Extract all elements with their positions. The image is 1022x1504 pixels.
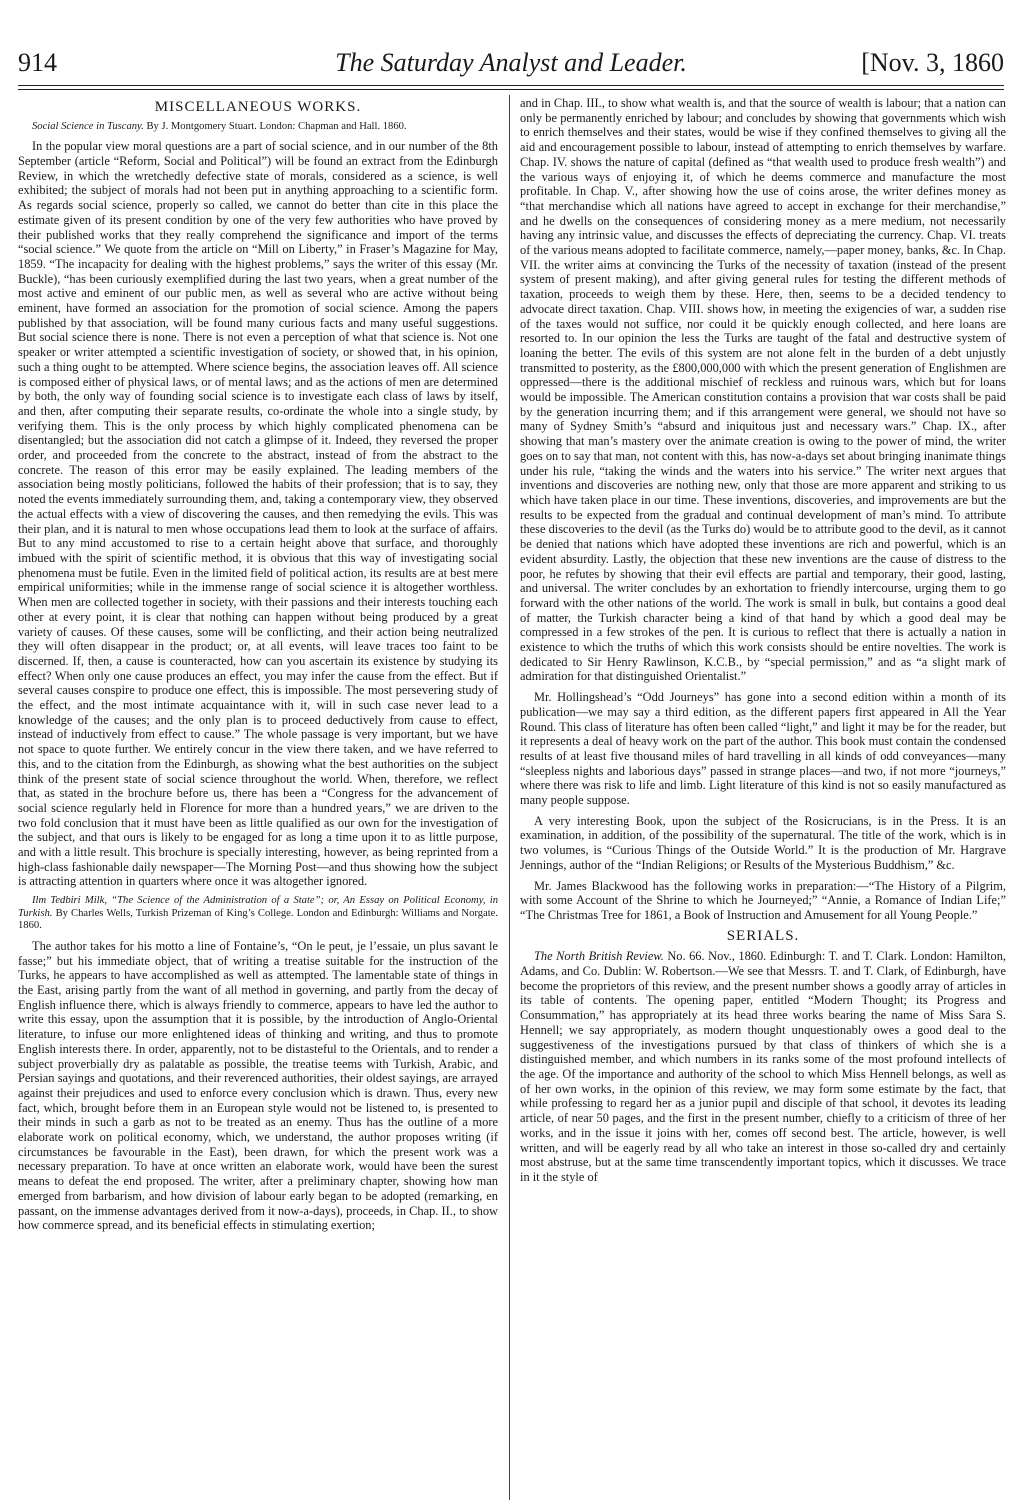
page-number: 914 xyxy=(18,48,57,77)
serials-heading: SERIALS. xyxy=(726,927,800,944)
page-header xyxy=(18,48,1004,88)
news-paragraph: A very interesting Book, upon the subject of the Rosicrucians, is in the Press. It is an examination, in addition, of the possibility of the supernatural. The title of the work, which is in two volumes, is “Curious Things of the Outside World.” It is the production of Mr. Hargrave Jennings, author of the “Indian Religions; or Results of the Mysterious Buddhism,” &c. xyxy=(520,813,1006,872)
review-paragraph: In the popular view moral questions are a part of social science, and in our number of the 8th September (article “Reform, Social and Political”) will be found an extract from the Edinburgh Review, in which the wretchedly defective state of morals, considered as a science, is well exhibited; the subject of morals had not been put in anything approaching to a scientific form. As regards social science, properly so called, we cannot do better than cite in this place the estimate given of its present condition by one of the very few authorities who have proved by their published works that they really comprehend the significance and import of the terms “social science.” We quote from the article on “Mill on Liberty,” in Fraser’s Magazine for May, 1859. “The incapacity for dealing with the highest problems,” says the writer of this essay (Mr. Buckle), “has been curiously exemplified during the last two years, when a great number of the most active and eminent of our public men, as well as several who are active without being eminent, have formed an association for the promotion of social science. Among the papers published by that association, will be found many curious facts and many useful suggestions. But social science there is none. There is not even a perception of what that science is. Not one speaker or writer attempted a scientific investigation of society, or showed that, in his opinion, such a thing ought to be attempted. Where science begins, the association leaves off. All science is composed either of physical laws, or of mental laws; and as the actions of men are determined by both, the only way of founding social science is to investigate each class of laws by itself, and then, after computing their separate results, co-ordinate the whole into a single study, by verifying them. This is the only process by which highly complicated phenomena can be disentangled; but the association did not catch a glimpse of it. Indeed, they reversed the proper order, and proceeded from the concrete to the abstract, instead of from the abstract to the concrete. The reason of this error may be easily explained. The leading members of the association being mostly politicians, followed the habits of their profession; that is to say, they noted the events immediately surrounding them, and, taking a contemporary view, they observed the actual effects with a view of discovering the causes, and then remedying the evils. This was their plan, and it is natural to men whose occupations lead them to look at the surface of affairs. But to any mind accustomed to rise to a certain height above that surface, and thoroughly imbued with the spirit of scientific method, it is obvious that this way of investigating social phenomena must be futile. Even in the limited field of political action, its results are at best mere empirical uniformities; while in the immense range of social science it is altogether worthless. When men are collected together in society, with their passions and their interests touching each other at every point, it is clear that nothing can happen without being produced by a great variety of causes. Of these causes, some will be conflicting, and their action being neutralized they will often disappear in the product; or, at all events, will leave traces too faint to be discerned. If, then, a cause is counteracted, how can you ascertain its existence by studying its effect? When only one cause produces an effect, you may infer the cause from the effect. But if several causes conspire to produce one effect, this is impossible. The most persevering study of the effect, and the most intimate acquaintance with it, will in such case never lead to a knowledge of the causes; and the only plan is to proceed deductively from cause to effect, instead of inductively from effect to cause.” The whole passage is very important, but we have not space to quote further. We entirely concur in the view there taken, and we have referred to this, and to the citation from the Edinburgh, as showing what the best authorities on the subject think of the present state of social science throughout the world. When, therefore, we reflect that, as stated in the brochure before us, there has been a “Congress for the advancement of social science regularly held in Florence for more than a hundred years,” we are driven to the two fold conclusion that it must have been as little qualified as our own for the investigation of the subject, and that ours is likely to be engaged for as long a time upon it to as little purpose, and with a little result. This brochure is specially interesting, however, as being reprinted from a high-class fashionable daily newspaper—The Morning Post—and thus showing how the subject is attracting attention in quarters where once it was altogether ignored. xyxy=(18,139,498,889)
header-rule-double xyxy=(18,89,1004,90)
serial-review-text: No. 66. Nov., 1860. Edinburgh: T. and T. Clark. London: Hamilton, Adams, and Co. Dublin: W. Robertson.—We see that Messrs. T. and T. Clark, of Edinburgh, have become the proprietors of this review, and the present number shows a goodly array of articles in its table of contents. The opening paper, entitled “Modern Thought; its Progress and Consummation,” has appropriately at its head three works bearing the name of Miss Sara S. Hennell; we say appropriately, as modern thought unquestionably owes a good deal to the suggestiveness of the investigations pursued by that class of thinkers of which she is a distinguished member, and which numbers in its ranks some of the most profound intellects of the age. Of the importance and authority of the school to which Miss Hennell belongs, as well as of her own works, in the opinion of this review, we may form some estimate by the fact, that while professing to regard her as a junior pupil and disciple of that school, it devotes its leading article, of near 50 pages, and the first in the present number, chiefly to a criticism of three of her works, and in the issue it joins with her, comes off second best. The article, however, is well written, and will be eagerly read by all who take an interest in those so-called dry and certainly most abstruse, but at the same time transcendently important topics, which it discusses. We trace in it the style of xyxy=(520,949,1006,1184)
review-paragraph: The author takes for his motto a line of Fontaine’s, “On le peut, je l’essaie, un plus savant le fasse;” but his immediate object, that of writing a treatise suitable for the instruction of the Turks, he appears to have accomplished as well as attempted. The lamentable state of things in the East, arising partly from the want of all method in governing, and partly from the decay of English influence there, which is always friendly to commerce, appears to have led the author to write this essay, upon the assumption that it is possible, by the introduction of Anglo-Oriental literature, to infuse our more enlightened ideas of thinking and writing, and thus to promote English interests there. In order, apparently, not to be distasteful to the Orientals, and to render a subject proverbially dry as palatable as possible, the treatise teems with Turkish, Arabic, and Persian sayings and quotations, and their reverenced authorities, their oldest sayings, are arrayed against their prejudices and used to enforce every conclusion which is drawn. Thus, every new fact, which, brought before them in an European style would not be listened to, is presented to their minds in such a garb as not to be treated as an enemy. Thus has the outline of a more elaborate work on political economy, which, we understand, the author proposes writing (if circumstances be favourable in the East), been drawn, for which the present work was a necessary preparation. To have at once written an elaborate work, would have been the surest means to defeat the end proposed. The writer, after a preliminary chapter, showing how man emerged from barbarism, and how division of labour early began to be adopted (remarking, en passant, on the immense advantages derived from it now-a-days), proceeds, in Chap. II., to show how commerce spread, and its beneficial effects in stimulating exertion; xyxy=(18,938,498,1233)
book-citation xyxy=(18,121,498,134)
left-column xyxy=(18,96,498,1500)
column-divider xyxy=(509,95,510,1500)
serial-review-paragraph xyxy=(520,949,1006,1184)
news-paragraph: Mr. Hollingshead’s “Odd Journeys” has gone into a second edition within a month of its publication—we may say a third edition, as the different papers first appeared in All the Year Round. This class of literature has often been called “light,” and light it may be for the reader, but it represents a deal of heavy work on the part of the author. This book must contain the condensed results of at least five thousand miles of hard travelling in all kinds of odd conveyances—many “sleepless nights and laborious days” passed in strange places—and two, if not more “journeys,” where there was risk to life and limb. Light literature of this kind is not so easily manufactured as many people suppose. xyxy=(520,690,1006,808)
book-title: Social Science in Tuscany. xyxy=(32,120,144,132)
issue-date: [Nov. 3, 1860 xyxy=(861,48,1004,77)
header-rule xyxy=(18,85,1004,86)
serial-title: The North British Review. xyxy=(534,949,664,964)
running-title: The Saturday Analyst and Leader. xyxy=(335,48,687,77)
news-paragraph: Mr. James Blackwood has the following works in preparation:—“The History of a Pilgrim, with some Account of the Shrine to which he Journeyed;” “Annie, a Romance of Indian Life;” “The Christmas Tree for 1861, a Book of Instruction and Amusement for all Young People.” xyxy=(520,878,1006,922)
review-paragraph: and in Chap. III., to show what wealth is, and that the source of wealth is labour; that a nation can only be permanently enriched by labour; and concludes by showing that governments which wish to enrich themselves and their states, would be wise if they confined themselves to giving all the aid and encouragement possible to labour, instead of attempting to enrich themselves by warfare. Chap. IV. shows the nature of capital (defined as “that wealth used to produce fresh wealth”) and the various ways of enjoying it, of which he deems commerce and manufacture the most profitable. In Chap. V., after showing how the use of coins arose, the writer defines money as “that merchandise which all nations have agreed to accept in exchange for their merchandise,” and he dwells on the consequences of considering money as a mere medium, not necessarily having any intrinsic value, and discusses the effects of depreciating the currency. Chap. VI. treats of the various means adopted to facilitate commerce, namely,—paper money, banks, &c. In Chap. VII. the writer aims at convincing the Turks of the necessity of taxation (instead of the present system of present making), and after giving general rules for testing the different methods of taxation, proceeds to weigh them by these. Here, then, seems to be a decided tendency to advocate direct taxation. Chap. VIII. shows how, in meeting the exigencies of war, a sudden rise of the taxes would not suffice, nor could it be quickly enough collected, and here loans are resorted to. In our opinion the less the Turks are taught of the fatal and destructive system of loaning the better. The evils of this system are not alone felt in the burden of a debt unjustly transmitted to posterity, as the £800,000,000 with which the present generation of Englishmen are oppressed—there is the additional mischief of reckless and ruinous wars, which but for loans would be impossible. The American constitution contains a provision that war costs shall be paid by the generation incurring them; and if this arrangement were general, we should not have so many of Sydney Smith’s “absurd and iniquitous just and necessary wars.” Chap. IX., after showing that man’s mastery over the animate creation is owing to the power of mind, the writer goes on to say that man, not content with this, has now-a-days set about bringing inanimate things under his rule, “taking the winds and the waters into his service.” The writer next argues that inventions and discoveries are nothing new, only that those are more apparent and striking to us which have taken place in our time. These inventions, discoveries, and improvements are but the results to be expected from the gradual and continual development of man’s mind. To attribute these discoveries to the devil (as the Turks do) would be to attribute good to the devil, as it cannot be denied that nations which have adopted these inventions are rich and powerful, which is an evident absurdity. Lastly, the objection that these new inventions are the cause of distress to the poor, he refutes by showing that their evil effects are partial and temporary, their good, lasting, and universal. The writer concludes by an exhortation to friendly intercourse, urging them to go forward with the other nations of the world. The work is small in bulk, but contains a good deal of matter, the Turkish character being a kind of that hand by which a good deal may be compressed in a few strokes of the pen. It is curious to reflect that there is actually a nation in existence to which the truths of which this work consists should be entire novelties. The work is dedicated to Sir Henry Rawlinson, K.C.B., by “special permission,” and as “a slight mark of admiration for that distinguished Orientalist.” xyxy=(520,96,1006,684)
book-publisher: By Charles Wells, Turkish Prizeman of King’s College. London and Edinburgh: Williams and Norgate. 1860. xyxy=(18,907,498,932)
book-publisher: By J. Montgomery Stuart. London: Chapman and Hall. 1860. xyxy=(143,120,407,132)
section-heading: MISCELLANEOUS WORKS. xyxy=(154,99,362,115)
book-title: Ilm Tedbiri Milk, “The Science of the Administration of a State”; or, An Essay on Political Economy, in Turkish. xyxy=(18,895,498,919)
right-column xyxy=(520,96,1006,1500)
book-citation xyxy=(18,895,498,933)
